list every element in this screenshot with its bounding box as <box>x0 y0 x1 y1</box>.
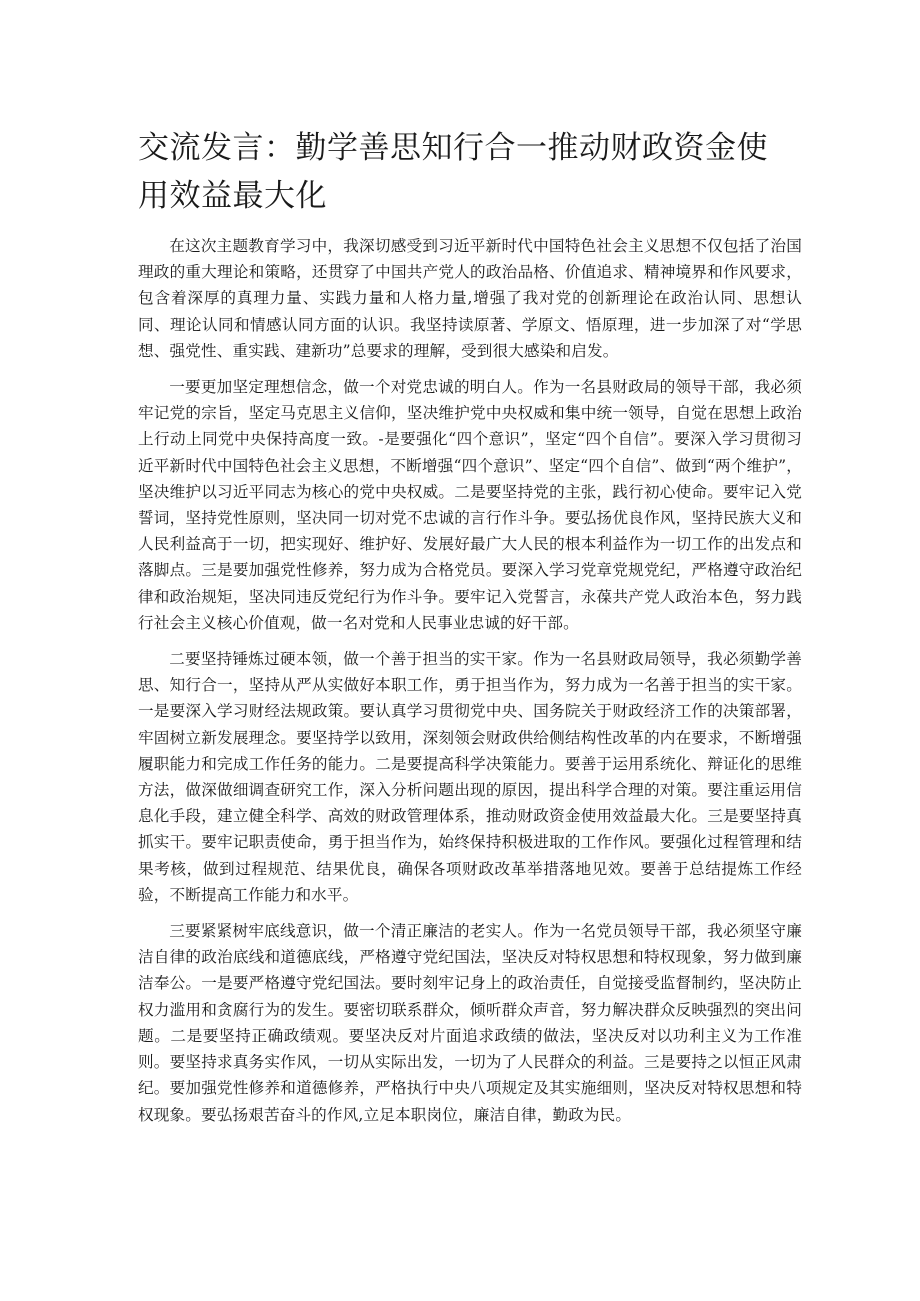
paragraph-skills-responsibility: 二要坚持锤炼过硬本领，做一个善于担当的实干家。作为一名县财政局领导，我必须勤学善思、知行合一，坚持从严从实做好本职工作，勇于担当作为，努力成为一名善于担当的实干家。一是要深入学习财经法规政策。要认真学习贯彻党中央、国务院关于财政经济工作的决策部署，牢固树立新发展理念。要坚持学以致用，深刻领会财政供给侧结构性改革的内在要求，不断增强履职能力和完成工作任务的能力。二是要提高科学决策能力。要善于运用系统化、辩证化的思维方法，做深做细调查研究工作，深入分析问题出现的原因，提出科学合理的对策。要注重运用信息化手段，建立健全科学、高效的财政管理体系，推动财政资金使用效益最大化。三是要坚持真抓实干。要牢记职责使命，勇于担当作为，始终保持积极进取的工作作风。要强化过程管理和结果考核，做到过程规范、结果优良，确保各项财政改革举措落地见效。要善于总结提炼工作经验，不断提高工作能力和水平。 <box>138 650 802 904</box>
paragraph-intro: 在这次主题教育学习中，我深切感受到习近平新时代中国特色社会主义思想不仅包括了治国理政的重大理论和策略，还贯穿了中国共产党人的政治品格、价值追求、精神境界和作风要求，包含着深厚的真理力量、实践力量和人格力量,增强了我对党的创新理论在政治认同、思想认同、理论认同和情感认同方面的认识。我坚持读原著、学原文、悟原理，进一步加深了对“学思想、强党性、重实践、建新功”总要求的理解，受到很大感染和启发。 <box>138 237 802 360</box>
document-title: 交流发言：勤学善思知行合一推动财政资金使用效益最大化 <box>138 130 768 214</box>
paragraph-integrity-bottomline: 三要紧紧树牢底线意识，做一个清正廉洁的老实人。作为一名党员领导干部，我必须坚守廉洁自律的政治底线和道德底线，严格遵守党纪国法，坚决反对特权思想和特权现象，努力做到廉洁奉公。一是要严格遵守党纪国法。要时刻牢记身上的政治责任，自觉接受监督制约，坚决防止权力滥用和贪腐行为的发生。要密切联系群众，倾听群众声音，努力解决群众反映强烈的突出问题。二是要坚持正确政绩观。要坚决反对片面追求政绩的做法，坚决反对以功利主义为工作准则。要坚持求真务实作风，一切从实际出发，一切为了人民群众的利益。三是要持之以恒正风肃纪。要加强党性修养和道德修养，严格执行中央八项规定及其实施细则，坚决反对特权思想和特权现象。要弘扬艰苦奋斗的作风,立足本职岗位，廉洁自律，勤政为民。 <box>138 922 802 1124</box>
paragraph-ideals-faith: 一要更加坚定理想信念，做一个对党忠诚的明白人。作为一名县财政局的领导干部，我必须牢记党的宗旨，坚定马克思主义信仰，坚决维护党中央权威和集中统一领导，自觉在思想上政治上行动上同党中央保持高度一致。-是要强化“四个意识”，坚定“四个自信”。要深入学习贯彻习近平新时代中国特色社会主义思想，不断增强“四个意识”、坚定“四个自信”、做到“两个维护”，坚决维护以习近平同志为核心的党中央权威。二是要坚持党的主张，践行初心使命。要牢记入党誓词，坚持党性原则，坚决同一切对党不忠诚的言行作斗争。要弘扬优良作风，坚持民族大义和人民利益高于一切，把实现好、维护好、发展好最广大人民的根本利益作为一切工作的出发点和落脚点。三是要加强党性修养，努力成为合格党员。要深入学习党章党规党纪，严格遵守政治纪律和政治规矩，坚决同违反党纪行为作斗争。要牢记入党誓言，永葆共产党人政治本色，努力践行社会主义核心价值观，做一名对党和人民事业忠诚的好干部。 <box>138 378 802 632</box>
document-body <box>138 233 802 1138</box>
